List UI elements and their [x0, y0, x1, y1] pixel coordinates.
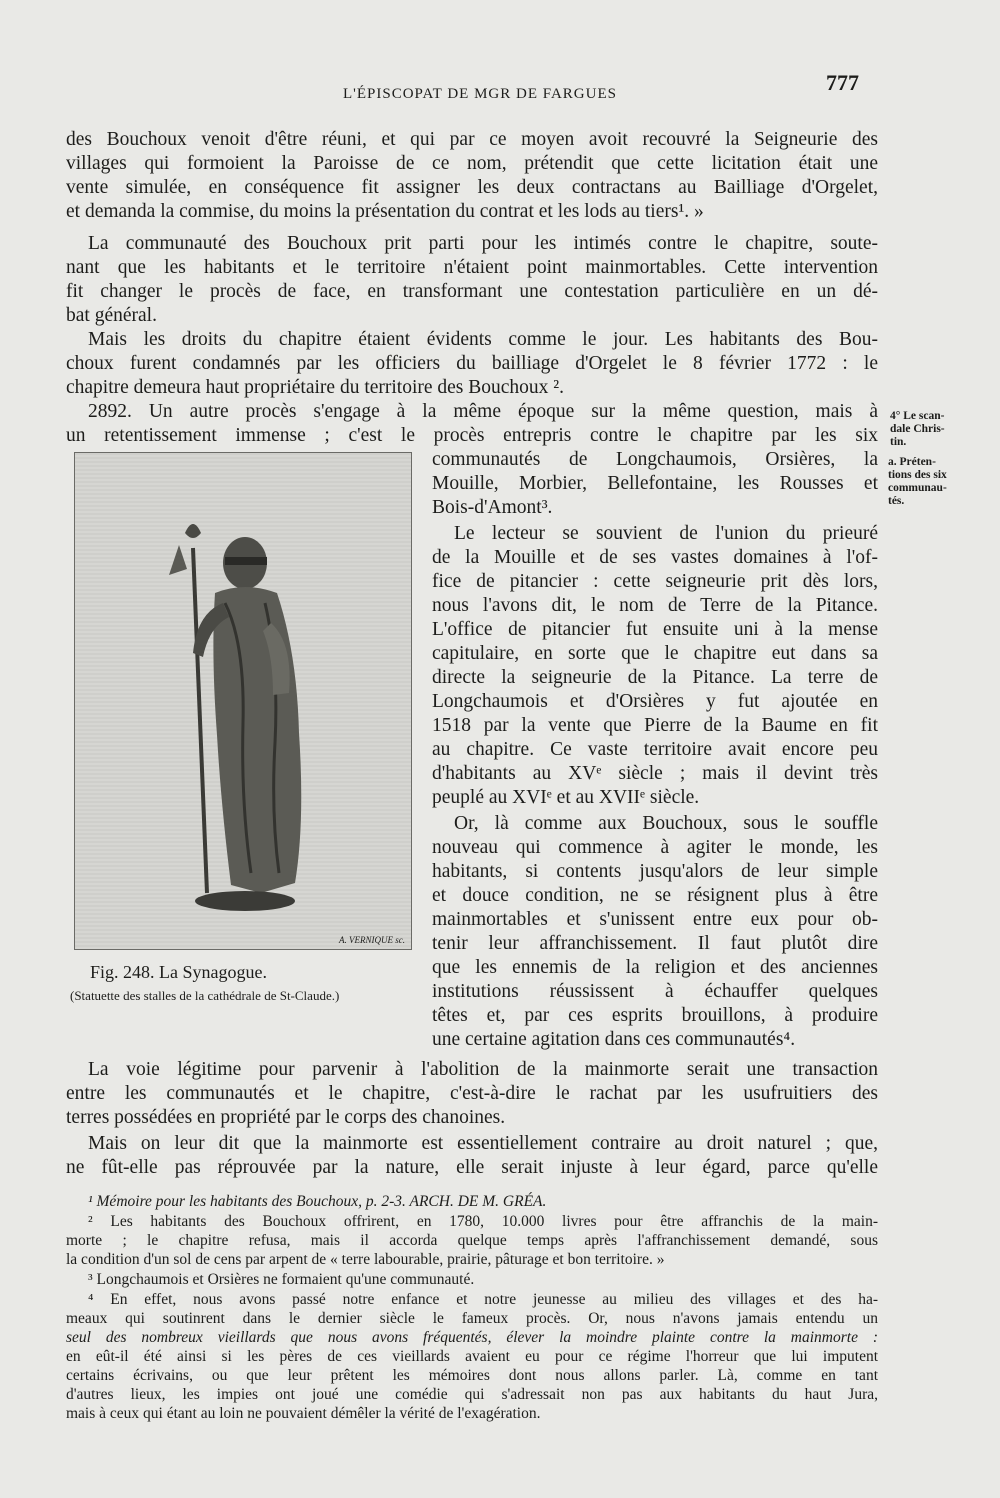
- column-line: directe la seigneurie de la Pitance. La terre de: [432, 667, 878, 688]
- body-line: La communauté des Bouchoux prit parti pour les intimés contre le chapitre, soute-: [88, 233, 878, 254]
- margin-note-line: communau-: [888, 482, 947, 494]
- column-line: fice de pitancier : cette seigneurie prit dès lors,: [432, 571, 878, 592]
- margin-note-line: tés.: [888, 495, 905, 507]
- body-line: des Bouchoux venoit d'être réuni, et qui par ce moyen avoit recouvré la Seigneurie des: [66, 129, 878, 150]
- footnote-4-cont: d'autres lieux, les impies ont joué une comédie qui s'adressait non pas aux habitants du haut Jura,: [66, 1386, 878, 1403]
- engraver-signature: A. VERNIQUE sc.: [339, 935, 405, 945]
- column-line: Or, là comme aux Bouchoux, sous le souffle: [454, 813, 878, 834]
- running-title: L'ÉPISCOPAT DE MGR DE FARGUES: [343, 86, 617, 102]
- margin-note-scandal: [890, 410, 945, 449]
- page-number: 777: [826, 70, 859, 95]
- footnote-4-cont: certains écrivains, ou que leur prêtent les mémoires dont nous allons parler. Là, comme en tant: [66, 1367, 878, 1384]
- column-line: mainmortables et s'unissent entre eux pour ob-: [432, 909, 878, 930]
- footnote-2-cont: morte ; le chapitre refusa, mais il accorda quelque temps après l'affranchissement demandé, sous: [66, 1232, 878, 1249]
- footnote-4-cont: mais à ceux qui étant au loin ne pouvaient démêler la vérité de l'exagération.: [66, 1405, 541, 1422]
- body-line: et demanda la commise, du moins la présentation du contrat et les lods au tiers¹. »: [66, 201, 704, 222]
- body-line: vente simulée, en conséquence fit assigner les deux contractans au Bailliage d'Orgelet,: [66, 177, 878, 198]
- column-line: communautés de Longchaumois, Orsières, la: [432, 449, 878, 470]
- body-line: La voie légitime pour parvenir à l'abolition de la mainmorte serait une transaction: [88, 1059, 878, 1080]
- footnote-2: ² Les habitants des Bouchoux offrirent, en 1780, 10.000 livres pour être affranchis de la main-: [88, 1213, 878, 1230]
- column-line: que les ennemis de la religion et des anciennes: [432, 957, 878, 978]
- figure-caption: Fig. 248. La Synagogue.: [90, 962, 267, 982]
- body-line: villages qui formoient la Paroisse de ce nom, prétendit que cette licitation était une: [66, 153, 878, 174]
- column-line: têtes et, par ces esprits brouillons, à produire: [432, 1005, 878, 1026]
- body-line: Mais on leur dit que la mainmorte est essentiellement contraire au droit naturel ; que,: [88, 1133, 878, 1154]
- body-line: chapitre demeura haut propriétaire du territoire des Bouchoux ².: [66, 377, 565, 398]
- body-line: bat général.: [66, 305, 157, 326]
- column-line: tenir leur affranchissement. Il faut plutôt dire: [432, 933, 878, 954]
- body-line: choux furent condamnés par les officiers du bailliage d'Orgelet le 8 février 1772 : le: [66, 353, 878, 374]
- body-line: un retentissement immense ; c'est le procès entrepris contre le chapitre par les six: [66, 425, 878, 446]
- footnote-4: ⁴ En effet, nous avons passé notre enfance et notre jeunesse au milieu des villages et des ha-: [88, 1291, 878, 1308]
- column-line: Le lecteur se souvient de l'union du prieuré: [454, 523, 878, 544]
- body-line: nant que les habitants et le territoire n'étaient point mainmortables. Cette intervention: [66, 257, 878, 278]
- margin-note-pretentions: [888, 456, 947, 508]
- column-line: 1518 par la vente que Pierre de la Baume en fit: [432, 715, 878, 736]
- column-line: institutions réussissent à échauffer quelques: [432, 981, 878, 1002]
- footnote-4-cont: en eût-il été ainsi si les pères de ces vieillards avaient eu pour ce régime l'horreur que lui imputent: [66, 1348, 878, 1365]
- footnote-2-cont: la condition d'un sol de cens par arpent de « terre labourable, prairie, pâturage et bon territoire. »: [66, 1251, 665, 1268]
- margin-note-line: tions des six: [888, 469, 947, 481]
- column-line: nouveau qui commence à agiter le monde, les: [432, 837, 878, 858]
- column-line: au chapitre. Ce vaste territoire avait encore peu: [432, 739, 878, 760]
- footnote-1: ¹ Mémoire pour les habitants des Bouchoux, p. 2-3. ARCH. DE M. GRÉA.: [88, 1193, 547, 1210]
- body-line: ne fût-elle pas réprouvée par la nature, elle serait injuste à leur égard, parce qu'elle: [66, 1157, 878, 1178]
- margin-note-line: 4° Le scan-: [890, 410, 945, 422]
- margin-note-line: a. Préten-: [888, 456, 936, 468]
- column-line: nous l'avons dit, le nom de Terre de la Pitance.: [432, 595, 878, 616]
- column-line: Bois-d'Amont³.: [432, 497, 553, 518]
- footnote-4-cont: seul des nombreux vieillards que nous avons fréquentés, élever la moindre plainte contre la mainmorte :: [66, 1329, 878, 1346]
- body-line: fit changer le procès de face, en transformant une contestation particulière en un dé-: [66, 281, 878, 302]
- column-line: de la Mouille et de ses vastes domaines à l'of-: [432, 547, 878, 568]
- margin-note-line: tin.: [890, 436, 907, 448]
- column-line: L'office de pitancier fut ensuite uni à la mense: [432, 619, 878, 640]
- column-line: d'habitants au XVᵉ siècle ; mais il devint très: [432, 763, 878, 784]
- footnote-4-cont: meaux qui soutinrent dans le dernier siècle le fameux procès. Or, nous n'avons jamais entendu un: [66, 1310, 878, 1327]
- column-line: capitulaire, en sorte que le chapitre eut dans sa: [432, 643, 878, 664]
- column-line: peuplé au XVIᵉ et au XVIIᵉ siècle.: [432, 787, 700, 808]
- body-line: Mais les droits du chapitre étaient évidents comme le jour. Les habitants des Bou-: [88, 329, 878, 350]
- margin-note-line: dale Chris-: [890, 423, 945, 435]
- footnote-3: ³ Longchaumois et Orsières ne formaient qu'une communauté.: [88, 1271, 475, 1288]
- column-line: une certaine agitation dans ces communautés⁴.: [432, 1029, 796, 1050]
- body-line: 2892. Un autre procès s'engage à la même époque sur la même question, mais à: [88, 401, 878, 422]
- column-line: et douce condition, ne se résignent plus à être: [432, 885, 878, 906]
- column-line: habitants, si contents jusqu'alors de leur simple: [432, 861, 878, 882]
- column-line: Longchaumois et d'Orsières y fut ajoutée en: [432, 691, 878, 712]
- statuette-illustration: [74, 452, 412, 950]
- synagogue-statue-drawing: [75, 453, 411, 949]
- body-line: entre les communautés et le chapitre, c'est-à-dire le rachat par les usufruitiers des: [66, 1083, 878, 1104]
- body-line: terres possédées en propriété par le corps des chanoines.: [66, 1107, 506, 1128]
- figure-subcaption: (Statuette des stalles de la cathédrale de St-Claude.): [70, 988, 340, 1003]
- column-line: Mouille, Morbier, Bellefontaine, les Rousses et: [432, 473, 878, 494]
